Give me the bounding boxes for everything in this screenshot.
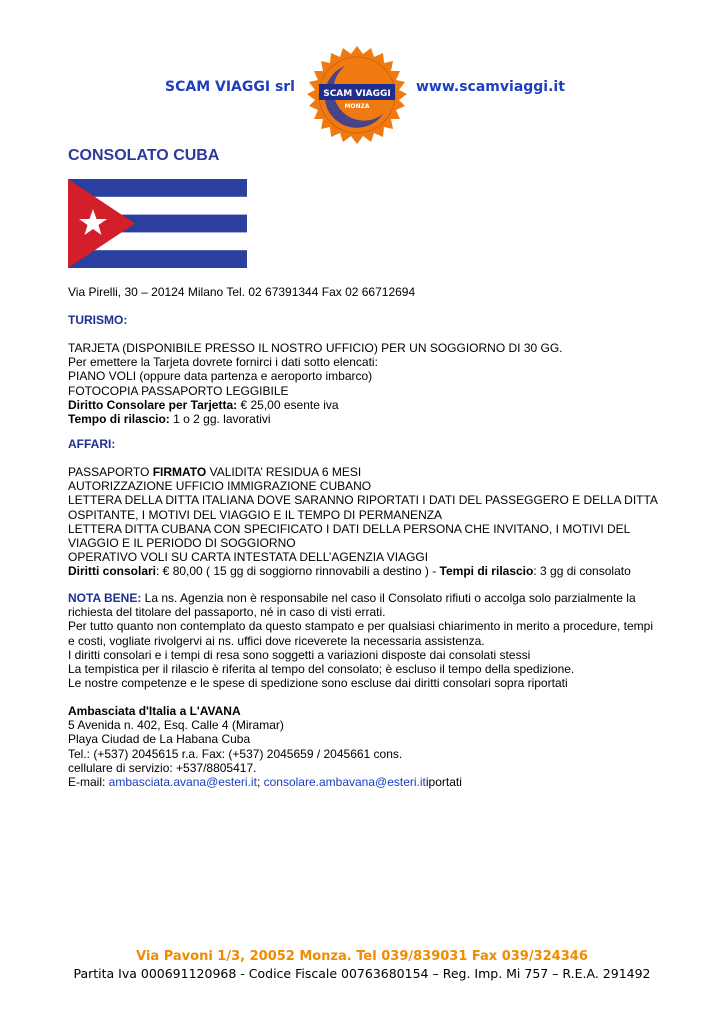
email-separator: ; xyxy=(256,775,264,790)
page-title: CONSOLATO CUBA xyxy=(68,147,220,164)
affari-line: LETTERA DITTA CUBANA CON SPECIFICATO I DATI DELLA PERSONA CHE INVITANO, I MOTIVI DEL VIAGGIO E IL PERIODO DI SOGGIORNO xyxy=(68,521,630,551)
cuba-flag-image xyxy=(68,179,247,268)
affari-heading: AFFARI: xyxy=(68,437,116,451)
turismo-heading: TURISMO: xyxy=(68,313,128,327)
ambasciata-line: 5 Avenida n. 402, Esq. Calle 4 (Miramar) xyxy=(68,718,284,733)
email-link-ambasciata[interactable]: ambasciata.avana@esteri.it xyxy=(108,775,257,790)
tempo-label: Tempo di rilascio: xyxy=(68,412,170,427)
website-link[interactable]: www.scamviaggi.it xyxy=(416,79,565,95)
footer-address: Via Pavoni 1/3, 20052 Monza. Tel 039/839031 Fax 039/324346 xyxy=(136,949,588,964)
nota-bene-section xyxy=(68,591,653,690)
footer-legal: Partita Iva 000691120968 - Codice Fiscale 00763680154 – Reg. Imp. Mi 757 – R.E.A. 291492 xyxy=(73,966,651,981)
turismo-line: Per emettere la Tarjeta dovrete fornirci i dati sotto elencati: xyxy=(68,355,378,370)
scam-viaggi-logo xyxy=(305,44,409,148)
nota-line: I diritti consolari e i tempi di resa sono soggetti a variazioni disposte dai consolati stessi xyxy=(68,647,531,662)
logo-subtext: MONZA xyxy=(344,103,370,110)
ambasciata-line: Tel.: (+537) 2045615 r.a. Fax: (+537) 2045659 / 2045661 cons. xyxy=(68,746,403,761)
ambasciata-heading: Ambasciata d'Italia a L'AVANA xyxy=(68,704,241,718)
company-name: SCAM VIAGGI srl xyxy=(165,79,295,95)
tempi-value: : 3 gg di consolato xyxy=(533,564,631,579)
diritti-label: Diritti consolari xyxy=(68,564,157,579)
diritto-label: Diritto Consolare per Tarjetta: xyxy=(68,397,238,412)
turismo-line: TARJETA (DISPONIBILE PRESSO IL NOSTRO UFFICIO) PER UN SOGGIORNO DI 30 GG. xyxy=(68,341,563,355)
affari-line: OPERATIVO VOLI SU CARTA INTESTATA DELL’AGENZIA VIAGGI xyxy=(68,550,429,565)
nota-line: Le nostre competenze e le spese di spedizione sono escluse dai diritti consolari sopra riportati xyxy=(68,676,568,691)
email-label: E-mail: xyxy=(68,775,109,790)
email-trailing-text: iportati xyxy=(425,775,462,790)
firmato-label: FIRMATO xyxy=(152,465,207,479)
affari-section xyxy=(68,465,658,579)
nota-line: Per tutto quanto non contemplato da questo stampato e per qualsiasi chiarimento in merito a procedure, tempi e costi, vogliate rivolgervi ai ns. uffici dove riceverete la necessaria assistenza. xyxy=(68,619,654,648)
ambasciata-line: cellulare di servizio: +537/8805417. xyxy=(68,760,257,775)
ambasciata-line: Playa Ciudad de La Habana Cuba xyxy=(68,732,251,747)
nota-line: La ns. Agenzia non è responsabile nel caso il Consolato rifiuti o accolga solo parzialmente la richiesta del titolare del passaporto, né in caso di visti errati. xyxy=(68,591,636,620)
turismo-section xyxy=(68,341,668,426)
consulate-address: Via Pirelli, 30 – 20124 Milano Tel. 02 67391344 Fax 02 66712694 xyxy=(68,285,416,299)
affari-line: LETTERA DELLA DITTA ITALIANA DOVE SARANNO RIPORTATI I DATI DEL PASSEGGERO E DELLA DITTA OSPITANTE, I MOTIVI DEL VIAGGIO E IL TEMPO DI PERMANENZA xyxy=(68,493,658,522)
nota-bene-label: NOTA BENE: xyxy=(68,591,142,605)
turismo-line: PIANO VOLI (oppure data partenza e aeroporto imbarco) xyxy=(68,369,373,384)
logo-text: SCAM VIAGGI xyxy=(323,89,391,99)
turismo-line: FOTOCOPIA PASSAPORTO LEGGIBILE xyxy=(68,383,289,398)
tempo-value: 1 o 2 gg. lavorativi xyxy=(169,412,271,427)
tempi-label: Tempi di rilascio xyxy=(439,564,534,579)
email-link-consolare[interactable]: consolare.ambavana@esteri.it xyxy=(263,775,426,790)
nota-line: La tempistica per il rilascio è riferita al tempo del consolato; è escluso il tempo della spedizione. xyxy=(68,662,575,677)
diritti-value: : € 80,00 ( 15 gg di soggiorno rinnovabili a destino ) - xyxy=(156,564,440,579)
diritto-value: € 25,00 esente iva xyxy=(237,397,339,412)
affari-line: PASSAPORTO xyxy=(68,465,153,479)
affari-line: AUTORIZZAZIONE UFFICIO IMMIGRAZIONE CUBANO xyxy=(68,479,372,494)
ambasciata-section xyxy=(68,704,668,789)
affari-line: VALIDITA’ RESIDUA 6 MESI xyxy=(206,465,362,479)
